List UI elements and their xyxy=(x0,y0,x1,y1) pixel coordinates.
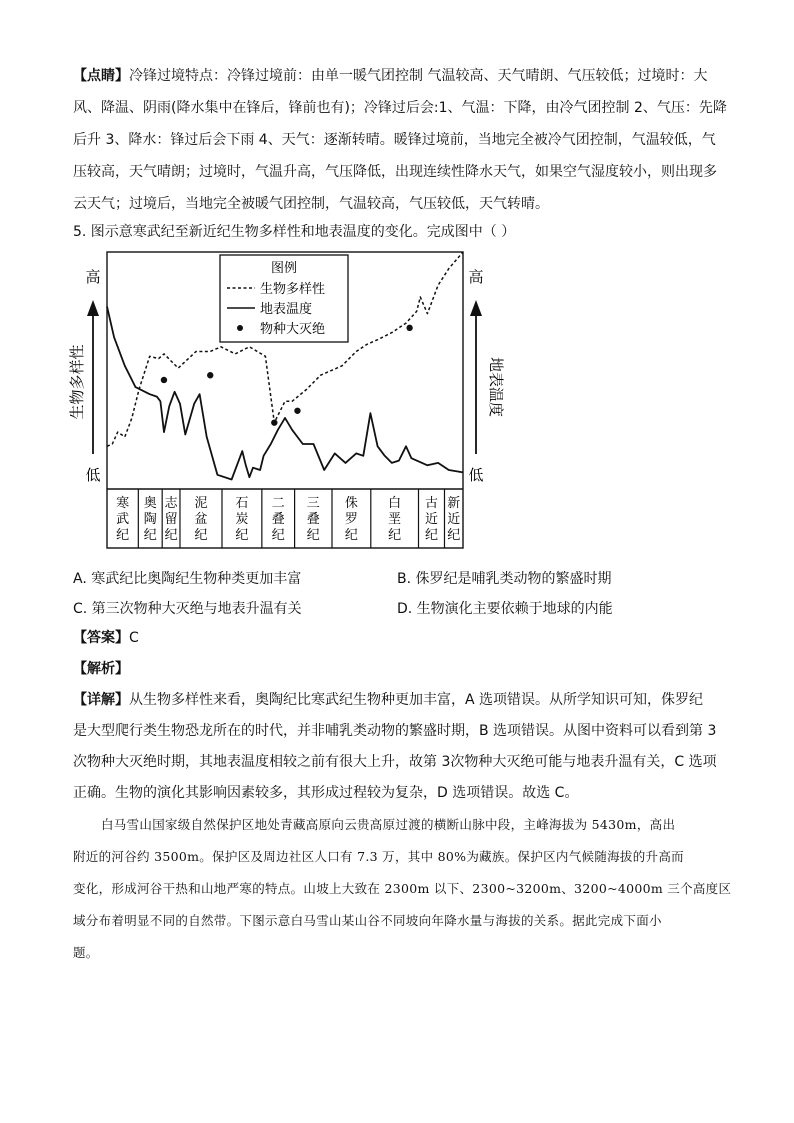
period-label: 寒武纪 xyxy=(116,496,130,543)
dianjing-line-4: 压较高，天气晴朗；过境时，气温升高，气压降低，出现连续性降水天气，如果空气湿度较小，则出现多 xyxy=(73,164,717,180)
dianjing-line-1 xyxy=(73,66,721,86)
legend xyxy=(220,255,348,342)
dianjing-line-2: 风、降温、阴雨(降水集中在锋后，锋前也有)；冷锋过后会:1、气温：下降，由冷气团控制 2、气压：先降 xyxy=(73,100,727,116)
dianjing-tag: 【点睛】 xyxy=(73,68,129,84)
option-c: C. 第三次物种大灭绝与地表升温有关 xyxy=(73,601,302,617)
left-axis-arrowhead xyxy=(87,300,99,316)
answer-value: C xyxy=(129,630,139,646)
option-b: B. 侏罗纪是哺乳类动物的繁盛时期 xyxy=(397,571,612,587)
extinction-dot xyxy=(161,377,167,383)
passage-line-1: 白马雪山国家级自然保护区地处青藏高原向云贵高原过渡的横断山脉中段，主峰海拔为 5430m，高出 xyxy=(101,817,676,832)
detail-line-1 xyxy=(73,690,721,710)
period-label: 侏罗纪 xyxy=(344,496,358,543)
answer-line xyxy=(73,628,721,648)
period-label: 古近纪 xyxy=(424,496,439,543)
option-a: A. 寒武纪比奥陶纪生物种类更加丰富 xyxy=(73,571,302,587)
passage-line-5: 题。 xyxy=(73,945,99,960)
left-axis-low: 低 xyxy=(85,466,101,484)
right-axis xyxy=(468,268,483,484)
analysis-tag: 【解析】 xyxy=(73,661,129,677)
dianjing-text-1: 冷锋过境特点：冷锋过境前：由单一暖气团控制 气温较高、天气晴朗、气压较低；过境时：大 xyxy=(129,68,708,84)
period-label: 二叠纪 xyxy=(271,496,285,543)
biodiversity-temperature-chart xyxy=(68,252,505,554)
legend-item-biodiversity: 生物多样性 xyxy=(260,282,326,297)
right-axis-high: 高 xyxy=(468,268,484,286)
left-axis-high: 高 xyxy=(85,268,101,286)
period-label: 志留纪 xyxy=(164,496,178,543)
period-label: 新近纪 xyxy=(447,496,461,543)
period-label: 白垩纪 xyxy=(388,496,402,543)
extinction-dot xyxy=(294,408,300,414)
right-axis-arrowhead xyxy=(470,300,482,316)
detail-line-4: 正确。生物的演化其影响因素较多，其形成过程较为复杂，D 选项错误。故选 C。 xyxy=(73,785,579,801)
legend-title: 图例 xyxy=(270,261,298,276)
legend-item-temperature: 地表温度 xyxy=(260,302,313,317)
period-label: 泥盆纪 xyxy=(194,496,208,543)
detail-text-1: 从生物多样性来看，奥陶纪比寒武纪生物种更加丰富，A 选项错误。从所学知识可知，侏罗纪 xyxy=(129,692,704,708)
detail-line-2: 是大型爬行类生物恐龙所在的时代，并非哺乳类动物的繁盛时期，B 选项错误。从图中资料可以看到第 3 xyxy=(73,723,717,739)
period-label: 三叠纪 xyxy=(306,496,320,543)
period-label: 奥陶纪 xyxy=(143,496,157,543)
option-d: D. 生物演化主要依赖于地球的内能 xyxy=(397,601,613,617)
legend-dot-swatch xyxy=(237,325,243,331)
passage-line-4: 域分布着明显不同的自然带。下图示意白马雪山某山谷不同坡向年降水量与海拔的关系。据此完成下面小 xyxy=(73,913,662,928)
right-axis-low: 低 xyxy=(468,466,484,484)
dianjing-line-3: 后升 3、降水：锋过后会下雨 4、天气：逐渐转晴。暖锋过境前，当地完全被冷气团控制，气温较低，气 xyxy=(73,132,716,148)
detail-tag: 【详解】 xyxy=(73,692,129,708)
answer-tag: 【答案】 xyxy=(73,630,129,646)
left-axis xyxy=(85,268,100,484)
right-axis-label: 地表温度 xyxy=(487,356,505,418)
passage-line-3: 变化，形成河谷干热和山地严寒的特点。山坡上大致在 2300m 以下、2300~3200m、3200~4000m 三个高度区 xyxy=(73,881,732,896)
period-labels xyxy=(116,489,460,548)
legend-item-extinction: 物种大灭绝 xyxy=(260,322,326,337)
dianjing-line-5: 云天气；过境后，当地完全被暖气团控制，气温较高，气压较低，天气转晴。 xyxy=(73,196,549,212)
period-label: 石炭纪 xyxy=(235,496,249,543)
detail-line-3: 次物种大灭绝时期，其地表温度相较之前有很大上升，故第 3次物种大灭绝可能与地表升温有关，C 选项 xyxy=(73,754,717,770)
extinction-dot xyxy=(406,325,412,331)
left-axis-label: 生物多样性 xyxy=(68,344,86,420)
passage-line-2: 附近的河谷约 3500m。保护区及周边社区人口有 7.3 万，其中 80%为藏族。保护区内气候随海拔的升高而 xyxy=(73,849,684,864)
extinction-dot xyxy=(271,419,277,425)
extinction-dot xyxy=(207,372,213,378)
question-text: 5. 图示意寒武纪至新近纪生物多样性和地表温度的变化。完成图中（ ） xyxy=(73,224,516,240)
